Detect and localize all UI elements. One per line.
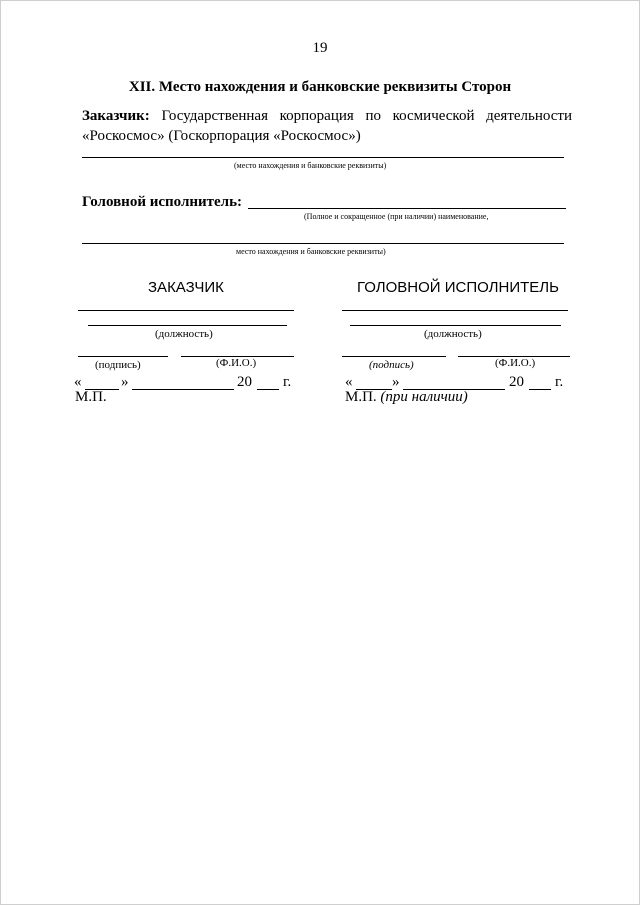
customer-address-line [82, 157, 564, 158]
contractor-date-open: « [345, 374, 353, 390]
page-number: 19 [312, 40, 328, 56]
contractor-stamp-note: (при наличии) [380, 389, 468, 405]
contractor-stamp: М.П. [345, 389, 377, 405]
contractor-address-hint: место нахождения и банковские реквизиты) [236, 247, 386, 256]
contractor-stamp-block [345, 389, 468, 406]
contractor-sign-line [342, 356, 446, 357]
customer-name: Государственная корпорация по космической деятельности «Роскосмос» (Госкорпорация «Роскосмос») [82, 108, 573, 144]
contractor-date-year: 20 [509, 374, 524, 390]
contractor-name-line [248, 208, 566, 209]
contractor-signature-heading: ГОЛОВНОЙ ИСПОЛНИТЕЛЬ [357, 279, 559, 296]
section-title: XII. Место нахождения и банковские реквизиты Сторон [128, 79, 512, 95]
contractor-label: Головной исполнитель: [82, 194, 243, 210]
customer-signature-heading: ЗАКАЗЧИК [148, 279, 224, 296]
customer-label: Заказчик: [82, 108, 150, 124]
customer-sign-line [78, 356, 168, 357]
customer-date-open: « [74, 374, 82, 390]
customer-date-year-suffix: г. [283, 374, 292, 390]
contractor-signature-line-2 [350, 325, 561, 326]
customer-block [82, 106, 572, 146]
customer-fio-hint: (Ф.И.О.) [216, 357, 257, 369]
customer-signature-line-2 [88, 325, 287, 326]
customer-date-month-line [132, 389, 234, 390]
contractor-position-hint: (должность) [424, 328, 482, 340]
customer-date-close: » [121, 374, 129, 390]
contractor-date-year-line [529, 389, 551, 390]
contractor-date-year-suffix: г. [555, 374, 564, 390]
customer-date-year-line [257, 389, 279, 390]
contractor-address-line [82, 243, 564, 244]
customer-signature-line-1 [78, 310, 294, 311]
contractor-date-close: » [392, 374, 400, 390]
contractor-fio-hint: (Ф.И.О.) [495, 357, 536, 369]
customer-date-year: 20 [237, 374, 252, 390]
customer-signature-hint: (подпись) [95, 359, 141, 371]
customer-address-hint: (место нахождения и банковские реквизиты) [234, 161, 387, 170]
customer-stamp: М.П. [75, 389, 107, 405]
contractor-signature-line-1 [342, 310, 568, 311]
customer-position-hint: (должность) [155, 328, 213, 340]
contractor-name-hint: (Полное и сокращенное (при наличии) наименование, [304, 212, 489, 221]
contractor-signature-hint: (подпись) [369, 359, 414, 371]
